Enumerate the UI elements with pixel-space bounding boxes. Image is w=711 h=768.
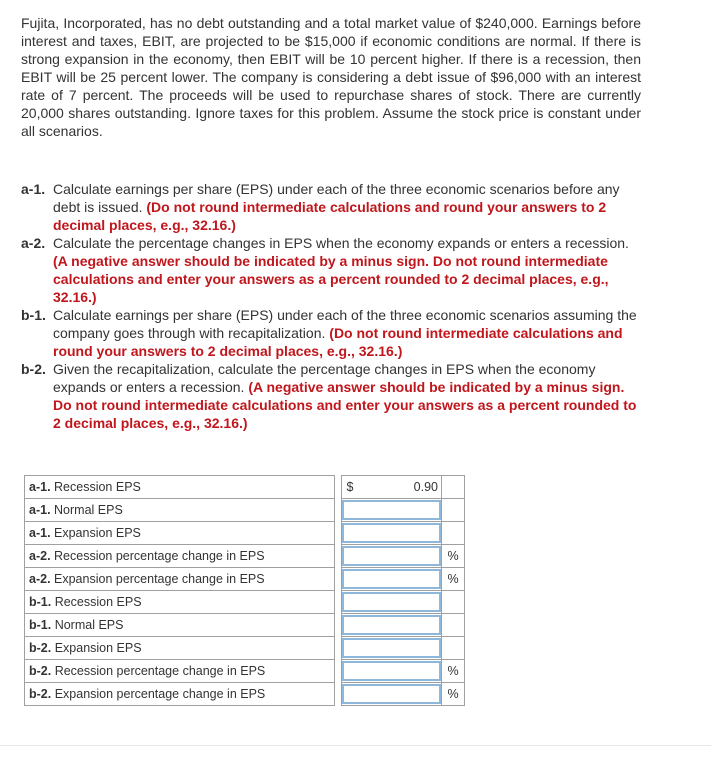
percent-suffix [442,522,465,545]
table-row [25,522,465,545]
percent-suffix [442,476,465,499]
question-instruction: (Do not round intermediate calculations and round your answers to 2 decimal places, e.g., 32.16.) [53,325,623,359]
answer-input[interactable] [342,523,441,543]
table-row [25,476,465,499]
answer-cell [342,522,442,545]
answer-cell [342,683,442,706]
row-label: a-1. Recession EPS [25,476,335,499]
question-instruction: (A negative answer should be indicated by a minus sign. Do not round intermediate calculations and enter your answers as a percent rounded to 2 decimal places, e.g., 32.16.) [53,253,609,305]
answer-input[interactable] [342,684,441,704]
answer-cell [342,660,442,683]
answer-input[interactable] [342,661,441,681]
percent-suffix [442,637,465,660]
question-text: Calculate the percentage changes in EPS when the economy expands or enters a recession. [53,235,629,251]
answer-input[interactable] [342,546,441,566]
currency-symbol: $ [342,476,359,499]
answer-cell [342,614,442,637]
table-row [25,614,465,637]
question-label: b-2. [21,361,46,377]
question-instruction: (A negative answer should be indicated by a minus sign. Do not round intermediate calculations and enter your answers as a percent rounded to 2 decimal places, e.g., 32.16.) [53,379,637,431]
answer-cell [342,545,442,568]
row-label: b-2. Expansion EPS [25,637,335,660]
row-label: b-2. Recession percentage change in EPS [25,660,335,683]
answer-table [24,475,465,706]
question-label: a-2. [21,235,46,251]
answer-input[interactable] [342,615,441,635]
question-list [21,180,641,432]
answer-cell [342,499,442,522]
row-label: a-1. Expansion EPS [25,522,335,545]
table-row [25,637,465,660]
answer-value[interactable]: 0.90 [358,476,442,499]
table-row [25,499,465,522]
percent-suffix: % [442,683,465,706]
row-label: b-2. Expansion percentage change in EPS [25,683,335,706]
percent-suffix [442,614,465,637]
answer-cell [342,568,442,591]
question-text: Given the recapitalization, calculate the percentage changes in EPS when the economy expands or enters a recession. [53,361,596,395]
table-row [25,591,465,614]
table-row [25,545,465,568]
row-label: b-1. Normal EPS [25,614,335,637]
answer-input[interactable] [342,569,441,589]
question-instruction: (Do not round intermediate calculations and round your answers to 2 decimal places, e.g., 32.16.) [53,199,607,233]
table-row [25,683,465,706]
answer-input[interactable] [342,592,441,612]
question-a2 [21,234,641,306]
question-text: Calculate earnings per share (EPS) under each of the three economic scenarios assuming the company goes through with recapitalization. [53,307,637,341]
percent-suffix [442,499,465,522]
question-label: a-1. [21,181,46,197]
percent-suffix: % [442,545,465,568]
table-row [25,660,465,683]
answer-input[interactable] [342,500,441,520]
question-text: Calculate earnings per share (EPS) under each of the three economic scenarios before any debt is issued. [53,181,620,215]
row-label: a-1. Normal EPS [25,499,335,522]
percent-suffix: % [442,660,465,683]
question-a1 [21,180,641,234]
percent-suffix: % [442,568,465,591]
answer-cell [342,637,442,660]
answer-cell [342,591,442,614]
row-label: b-1. Recession EPS [25,591,335,614]
question-b2 [21,360,641,432]
problem-statement: Fujita, Incorporated, has no debt outstanding and a total market value of $240,000. Earnings before interest and taxes, EBIT, are projected to be $15,000 if economic conditions are normal. If there is strong expansion in the economy, then EBIT will be 10 percent higher. If there is a recession, then EBIT will be 25 percent lower. The company is considering a debt issue of $96,000 with an interest rate of 7 percent. The proceeds will be used to repurchase shares of stock. There are currently 20,000 shares outstanding. Ignore taxes for this problem. Assume the stock price is constant under all scenarios. [21,15,641,139]
question-b1 [21,306,641,360]
table-row [25,568,465,591]
percent-suffix [442,591,465,614]
row-label: a-2. Expansion percentage change in EPS [25,568,335,591]
question-label: b-1. [21,307,46,323]
answer-input[interactable] [342,638,441,658]
bottom-divider [0,745,711,768]
row-label: a-2. Recession percentage change in EPS [25,545,335,568]
